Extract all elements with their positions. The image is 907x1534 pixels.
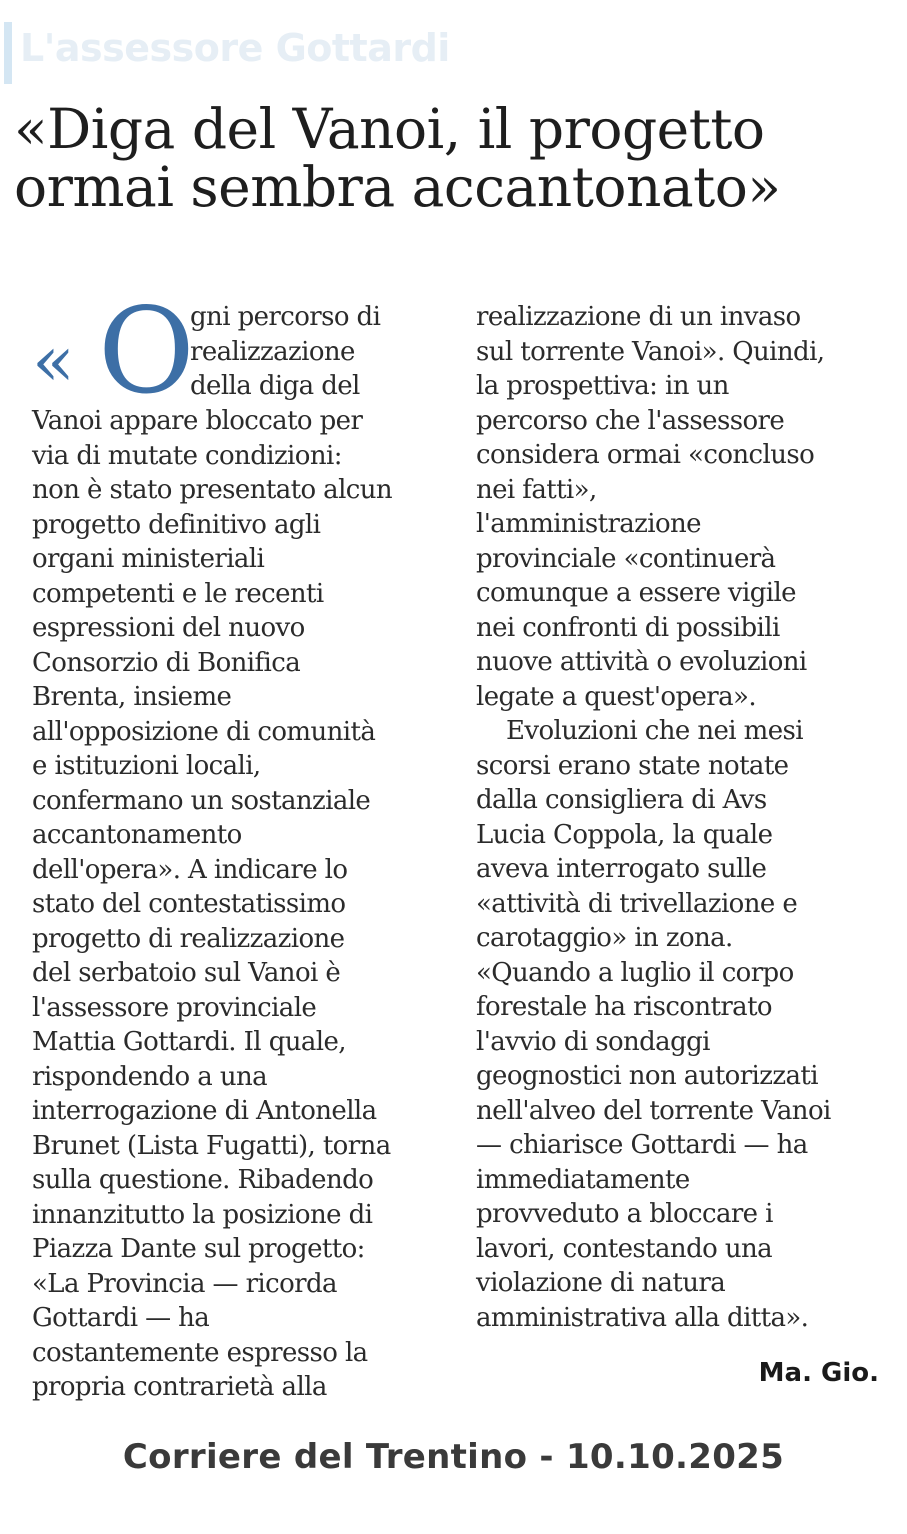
text-line: aveva interrogato sulle: [476, 854, 767, 884]
text-line: immediatamente: [476, 1164, 690, 1195]
text-line: Brunet (Lista Fugatti), torna: [32, 1130, 391, 1161]
headline-line: «Diga del Vanoi, il progetto: [14, 97, 765, 161]
text-line: espressioni del nuovo: [32, 613, 305, 643]
text-line: confermano un sostanziale: [32, 785, 371, 816]
text-line: propria contrarietà alla: [32, 1372, 327, 1402]
text-line: la prospettiva: in un: [476, 371, 729, 401]
text-line: amministrativa alla ditta».: [476, 1302, 809, 1333]
text-line: l'assessore provinciale: [32, 992, 317, 1023]
text-line: del serbatoio sul Vanoi è: [32, 958, 341, 988]
text-line: all'opposizione di comunità: [32, 716, 376, 747]
kicker: L'assessore Gottardi: [20, 26, 450, 70]
text-line: gni percorso di: [190, 302, 381, 332]
text-line: Gottardi — ha: [32, 1303, 210, 1333]
text-line: realizzazione di un invaso: [476, 302, 801, 332]
text-line: Vanoi appare bloccato per: [32, 406, 363, 436]
text-line: stato del contestatissimo: [32, 889, 346, 919]
dropcap-block: [32, 282, 442, 420]
text-line: l'avvio di sondaggi: [476, 1026, 710, 1057]
text-line: innanzitutto la posizione di: [32, 1199, 373, 1230]
text-line: scorsi erano state notate: [476, 750, 789, 781]
text-line: rispondendo a una: [32, 1061, 268, 1092]
article-column-left: [32, 282, 442, 1405]
headline: [14, 97, 894, 219]
kicker-accent-bar: [4, 22, 12, 84]
text-line: sul torrente Vanoi». Quindi,: [476, 336, 825, 367]
text-line: violazione di natura: [476, 1268, 726, 1298]
text-line: lavori, contestando una: [476, 1233, 773, 1264]
right-column-paragraph-1: [476, 300, 876, 714]
left-column-text: [32, 404, 442, 1405]
text-line: Brenta, insieme: [32, 682, 232, 712]
right-column-paragraph-2: [476, 714, 876, 1335]
text-line: geognostici non autorizzati: [476, 1061, 818, 1091]
article-column-right: [476, 300, 876, 1335]
text-line: — chiarisce Gottardi — ha: [476, 1130, 808, 1160]
dropcap-text: [190, 300, 380, 404]
text-line: interrogazione di Antonella: [32, 1096, 377, 1126]
text-line: Consorzio di Bonifica: [32, 647, 301, 678]
text-line: nei fatti»,: [476, 474, 597, 505]
text-line: accantonamento: [32, 820, 242, 850]
text-line: l'amministrazione: [476, 509, 701, 539]
text-line: progetto di realizzazione: [32, 923, 345, 954]
headline-line: ormai sembra accantonato»: [14, 155, 781, 219]
text-line: Lucia Coppola, la quale: [476, 819, 773, 850]
text-line: della diga del: [190, 371, 360, 401]
text-line: progetto definitivo agli: [32, 509, 321, 540]
text-line: non è stato presentato alcun: [32, 475, 393, 505]
author-signature: Ma. Gio.: [758, 1358, 879, 1388]
text-line: Mattia Gottardi. Il quale,: [32, 1027, 346, 1057]
text-line: Piazza Dante sul progetto:: [32, 1234, 365, 1264]
text-line: legate a quest'opera».: [476, 681, 757, 712]
text-line: comunque a essere vigile: [476, 578, 796, 608]
text-line: percorso che l'assessore: [476, 405, 785, 436]
text-line: provveduto a bloccare i: [476, 1199, 773, 1229]
text-line: e istituzioni locali,: [32, 751, 261, 781]
text-line: costantemente espresso la: [32, 1337, 368, 1368]
text-line: sulla questione. Ribadendo: [32, 1165, 374, 1195]
text-line: «Quando a luglio il corpo: [476, 957, 794, 988]
text-line: forestale ha riscontrato: [476, 992, 772, 1022]
text-line: considera ormai «concluso: [476, 440, 815, 470]
text-line: nei confronti di possibili: [476, 612, 780, 643]
text-line: carotaggio» in zona.: [476, 923, 733, 953]
text-line: «La Provincia — ricorda: [32, 1268, 337, 1299]
text-line: nuove attività o evoluzioni: [476, 647, 807, 677]
text-line: dalla consigliera di Avs: [476, 785, 767, 815]
dropcap-quote: «: [32, 320, 75, 402]
text-line: organi ministeriali: [32, 544, 265, 574]
dropcap-letter: O: [98, 282, 195, 420]
text-line: nell'alveo del torrente Vanoi: [476, 1095, 831, 1126]
text-line: provinciale «continuerà: [476, 543, 776, 574]
text-line: «attività di trivellazione e: [476, 888, 798, 919]
text-line: via di mutate condizioni:: [32, 440, 342, 471]
source-footer: Corriere del Trentino - 10.10.2025: [122, 1437, 785, 1477]
text-line: Evoluzioni che nei mesi: [506, 716, 803, 746]
text-line: realizzazione: [190, 336, 355, 367]
text-line: dell'opera». A indicare lo: [32, 854, 348, 885]
text-line: competenti e le recenti: [32, 578, 324, 609]
